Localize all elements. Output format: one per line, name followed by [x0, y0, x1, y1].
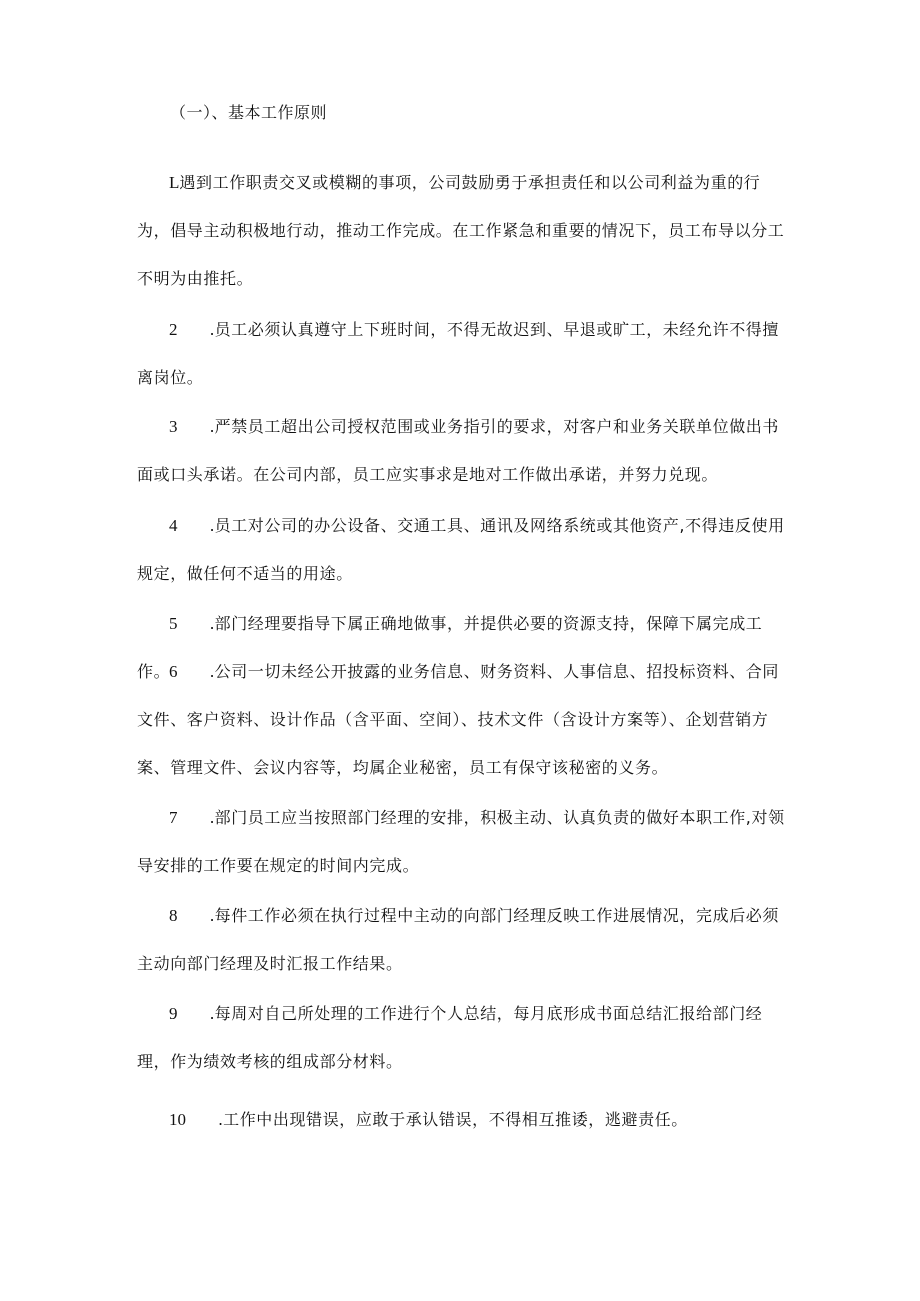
item-text: 部门经理要指导下属正确地做事，并提供必要的资源支持，保障下属完成工作。 [137, 614, 763, 681]
item-text: 部门员工应当按照部门经理的安排，积极主动、认真负责的做好本职工作,对领导安排的工作要在规定的时间内完成。 [137, 808, 785, 875]
principle-item-1 [137, 159, 787, 303]
item-separator: . [209, 614, 215, 633]
item-separator: . [209, 320, 215, 339]
item-separator: . [218, 1110, 224, 1129]
item-text: 公司一切未经公开披露的业务信息、财务资料、人事信息、招投标资料、合同文件、客户资料、设计作品（含平面、空间）、技术文件（含设计方案等）、企划营销方案、管理文件、会议内容等，均属企业秘密，员工有保守该秘密的义务。 [137, 662, 779, 777]
item-separator: . [209, 516, 215, 535]
item-number: 7 [169, 808, 178, 827]
item-separator: . [209, 808, 215, 827]
item-text: 每件工作必须在执行过程中主动的向部门经理反映工作进展情况，完成后必须主动向部门经理及时汇报工作结果。 [137, 906, 779, 973]
principle-item-8 [137, 892, 787, 988]
item-text: 员工必须认真遵守上下班时间，不得无故迟到、早退或旷工，未经允许不得擅离岗位。 [137, 320, 779, 387]
section-heading: （一）、基本工作原则 [170, 103, 328, 122]
item-number: 5 [169, 614, 178, 633]
item-number: L [169, 173, 180, 192]
item-separator: . [209, 417, 215, 436]
item-text: 员工对公司的办公设备、交通工具、通讯及网络系统或其他资产,不得违反使用规定，做任何不适当的用途。 [137, 516, 785, 583]
item-separator: . [209, 662, 215, 681]
principle-item-7 [137, 794, 787, 890]
item-number: 8 [169, 906, 178, 925]
item-number: 4 [169, 516, 178, 535]
principle-item-2 [137, 306, 787, 402]
item-number: 9 [169, 1004, 178, 1023]
item-text: 工作中出现错误，应敢于承认错误，不得相互推诿，逃避责任。 [223, 1110, 688, 1129]
item-separator: . [209, 906, 215, 925]
item-number: 3 [169, 417, 178, 436]
principle-item-10 [137, 1096, 787, 1144]
item-number: 2 [169, 320, 178, 339]
principle-item-3 [137, 403, 787, 499]
item-separator: . [209, 1004, 215, 1023]
principle-item-9 [137, 990, 787, 1086]
principle-item-4 [137, 502, 787, 598]
item-text: 每周对自己所处理的工作进行个人总结，每月底形成书面总结汇报给部门经理，作为绩效考核的组成部分材料。 [137, 1004, 763, 1071]
principle-item-6 [137, 648, 787, 792]
item-number: 10 [169, 1110, 186, 1129]
item-number: 6 [169, 662, 178, 681]
item-text: 严禁员工超出公司授权范围或业务指引的要求，对客户和业务关联单位做出书面或口头承诺。在公司内部，员工应实事求是地对工作做出承诺，并努力兑现。 [137, 417, 779, 484]
item-text: 遇到工作职责交叉或模糊的事项，公司鼓励勇于承担责任和以公司利益为重的行为，倡导主动积极地行动，推动工作完成。在工作紧急和重要的情况下，员工布导以分工不明为由推托。 [137, 173, 785, 288]
